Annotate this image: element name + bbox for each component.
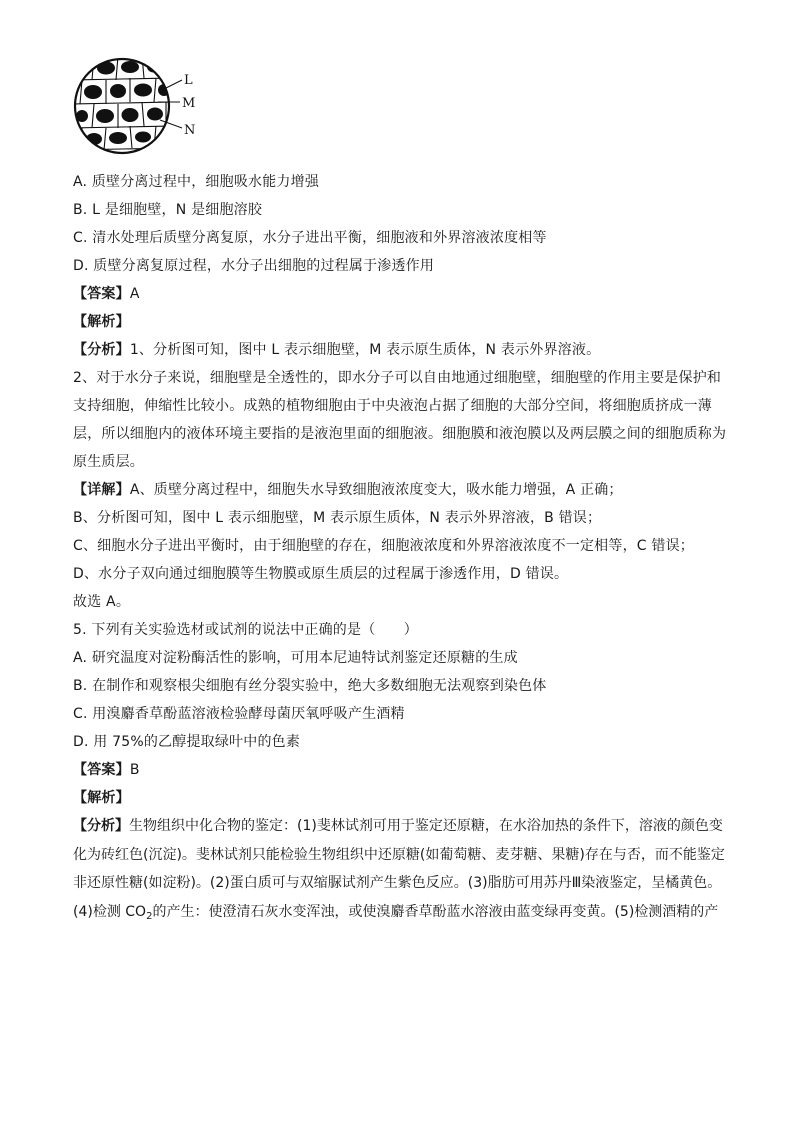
q4-detail-line: 【详解】A、质壁分离过程中，细胞失水导致细胞液浓度变大，吸水能力增强，A 正确； [73,482,623,498]
q5-option-d: D. 用 75%的乙醇提取绿叶中的色素 [73,734,301,750]
xiangjie-tag: 【详解】 [73,482,130,498]
q5-option-c: C. 用溴麝香草酚蓝溶液检验酵母菌厌氧呼吸产生酒精 [73,706,405,722]
q4-analysis-line: 原生质层。 [73,454,144,470]
q4-conclusion: 故选 A。 [73,594,131,610]
q4-option-d: D. 质壁分离复原过程，水分子出细胞的过程属于渗透作用 [73,258,435,274]
q4-analysis-line: 支持细胞，伸缩性比较小。成熟的植物细胞由于中央液泡占据了细胞的大部分空间，将细胞质挤成一薄 [73,398,712,414]
q4-answer [73,280,723,308]
q4-option-a: A. 质壁分离过程中，细胞吸水能力增强 [73,174,320,190]
answer-value: B [129,762,140,778]
q5-analysis-line: 非还原性糖(如淀粉)。(2)蛋白质可与双缩脲试剂产生紫色反应。(3)脂肪可用苏丹Ⅲ染液鉴定，呈橘黄色。 [73,875,722,892]
q5-stem: 5. 下列有关实验选材或试剂的说法中正确的是（ ） [73,622,419,638]
q4-detail-line: B、分析图可知，图中 L 表示细胞壁，M 表示原生质体，N 表示外界溶液，B 错误； [73,510,602,526]
cell-diagram [72,56,212,160]
q5-analysis-line: 化为砖红色(沉淀)。斐林试剂只能检验生物组织中还原糖(如葡萄糖、麦芽糖、果糖)存在与否，而不能鉴定 [73,846,725,863]
q4-analysis-line: 2、对于水分子来说，细胞壁是全透性的，即水分子可以自由地通过细胞壁，细胞壁的作用主要是保护和 [73,370,722,386]
fenxi-tag: 【分析】 [73,342,130,358]
label-M: M [182,96,196,111]
answer-value: A [129,286,140,302]
q4-option-b: B. L 是细胞壁，N 是细胞溶胶 [73,202,263,218]
q4-detail-line: C、细胞水分子进出平衡时，由于细胞壁的存在，细胞液浓度和外界溶液浓度不一定相等，C 错误； [73,538,694,554]
q5-analysis-line: (4)检测 $CO_2$的产生：使澄清石灰水变浑浊，或使溴麝香草酚蓝水溶液由蓝变绿再变黄。(5)检测酒精的产 [73,904,719,923]
q4-analysis-line: 【分析】1、分析图可知，图中 L 表示细胞壁，M 表示原生质体，N 表示外界溶液。 [73,342,601,358]
q5-option-b: B. 在制作和观察根尖细胞有丝分裂实验中，绝大多数细胞无法观察到染色体 [73,678,547,694]
label-L: L [184,73,193,88]
q5-option-a: A. 研究温度对淀粉酶活性的影响，可用本尼迪特试剂鉴定还原糖的生成 [73,650,518,666]
fenxi-tag: 【分析】 [73,818,129,834]
answer-tag: 【答案】 [73,286,130,302]
question-content [73,168,727,927]
q5-answer [73,756,723,784]
q4-option-c: C. 清水处理后质壁分离复原，水分子进出平衡，细胞液和外界溶液浓度相等 [73,230,547,246]
q4-analysis-tag: 【解析】 [73,314,130,330]
q5-analysis-line: 【分析】生物组织中化合物的鉴定：(1)斐林试剂可用于鉴定还原糖，在水浴加热的条件下，溶液的颜色变 [73,818,723,834]
label-N: N [184,123,196,138]
q4-analysis-line: 层，所以细胞内的液体环境主要指的是液泡里面的细胞液。细胞膜和液泡膜以及两层膜之间的细胞质称为 [73,426,727,442]
q4-detail-line: D、水分子双向通过细胞膜等生物膜或原生质层的过程属于渗透作用，D 错误。 [73,566,569,582]
q5-analysis-tag: 【解析】 [73,790,130,806]
plasmolysis-cell-figure [72,56,212,160]
answer-tag: 【答案】 [73,762,130,778]
